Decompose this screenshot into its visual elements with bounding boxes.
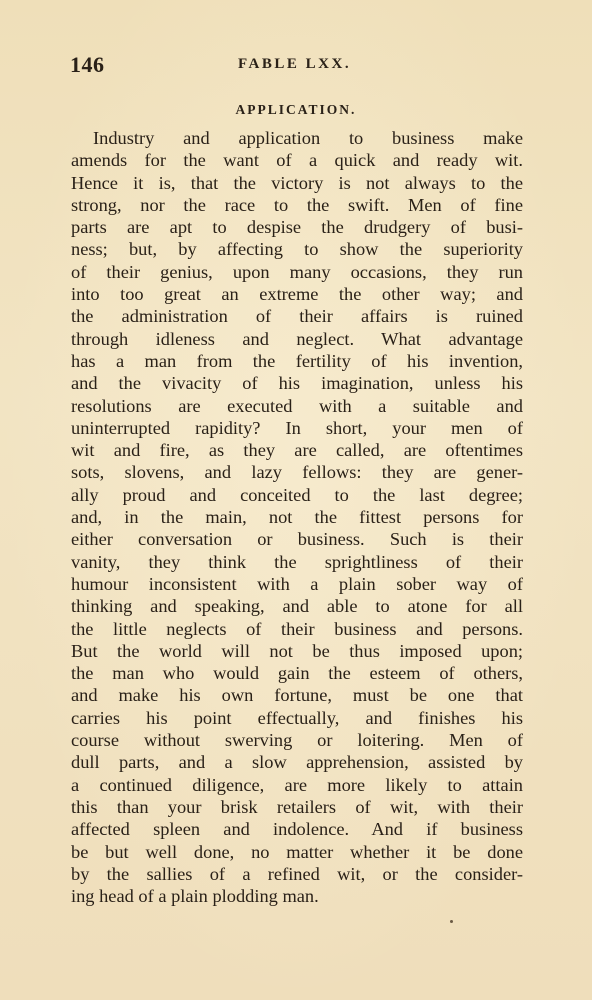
text-line: ally proud and conceited to the last degree; <box>71 484 523 505</box>
text-line: thinking and speaking, and able to atone for all <box>71 596 523 617</box>
text-line: and, in the main, not the fittest persons for <box>71 507 523 528</box>
text-line: dull parts, and a slow apprehension, assisted by <box>71 752 523 773</box>
text-line: the man who would gain the esteem of others, <box>71 663 523 684</box>
text-line: affected spleen and indolence. And if business <box>71 819 523 840</box>
text-line: and the vivacity of his imagination, unless his <box>71 373 523 394</box>
text-line: course without swerving or loitering. Men of <box>71 730 523 751</box>
page-header <box>70 52 530 82</box>
page-number: 146 <box>70 52 105 77</box>
text-line: strong, nor the race to the swift. Men of fine <box>71 194 523 215</box>
text-line: ing head of a plain plodding man. <box>71 886 319 907</box>
text-line: the little neglects of their business and persons. <box>71 618 523 639</box>
text-line: parts are apt to despise the drudgery of busi- <box>71 217 523 238</box>
ink-speck <box>450 920 453 923</box>
text-line: But the world will not be thus imposed upon; <box>71 640 523 661</box>
text-line: wit and fire, as they are called, are oftentimes <box>71 440 523 461</box>
text-line: be but well done, no matter whether it be done <box>71 841 523 862</box>
text-line: by the sallies of a refined wit, or the consider- <box>71 863 523 884</box>
text-line: uninterrupted rapidity? In short, your men of <box>71 417 523 438</box>
text-line: and make his own fortune, must be one that <box>71 685 523 706</box>
running-title: FABLE LXX. <box>238 56 352 72</box>
text-line: vanity, they think the sprightliness of their <box>71 551 523 572</box>
text-line: of their genius, upon many occasions, they run <box>71 261 523 282</box>
text-line: a continued diligence, are more likely to attain <box>71 774 523 795</box>
text-line: has a man from the fertility of his invention, <box>71 350 523 371</box>
text-line: humour inconsistent with a plain sober way of <box>71 573 523 594</box>
text-line: carries his point effectually, and finishes his <box>71 707 523 728</box>
text-line: ness; but, by affecting to show the superiority <box>71 239 523 260</box>
text-line: through idleness and neglect. What advantage <box>71 328 523 349</box>
body-text <box>71 127 523 907</box>
text-line: Hence it is, that the victory is not always to the <box>71 172 523 193</box>
text-line: either conversation or business. Such is their <box>71 529 523 550</box>
text-line: Industry and application to business make <box>93 128 523 148</box>
text-line: sots, slovens, and lazy fellows: they are gener- <box>71 462 523 483</box>
text-line: this than your brisk retailers of wit, with their <box>71 796 523 817</box>
text-line: amends for the want of a quick and ready wit. <box>71 150 523 171</box>
section-heading: APPLICATION. <box>235 102 357 117</box>
text-line: resolutions are executed with a suitable and <box>71 395 523 416</box>
text-line: the administration of their affairs is ruined <box>71 306 523 327</box>
text-line: into too great an extreme the other way; and <box>71 284 523 305</box>
